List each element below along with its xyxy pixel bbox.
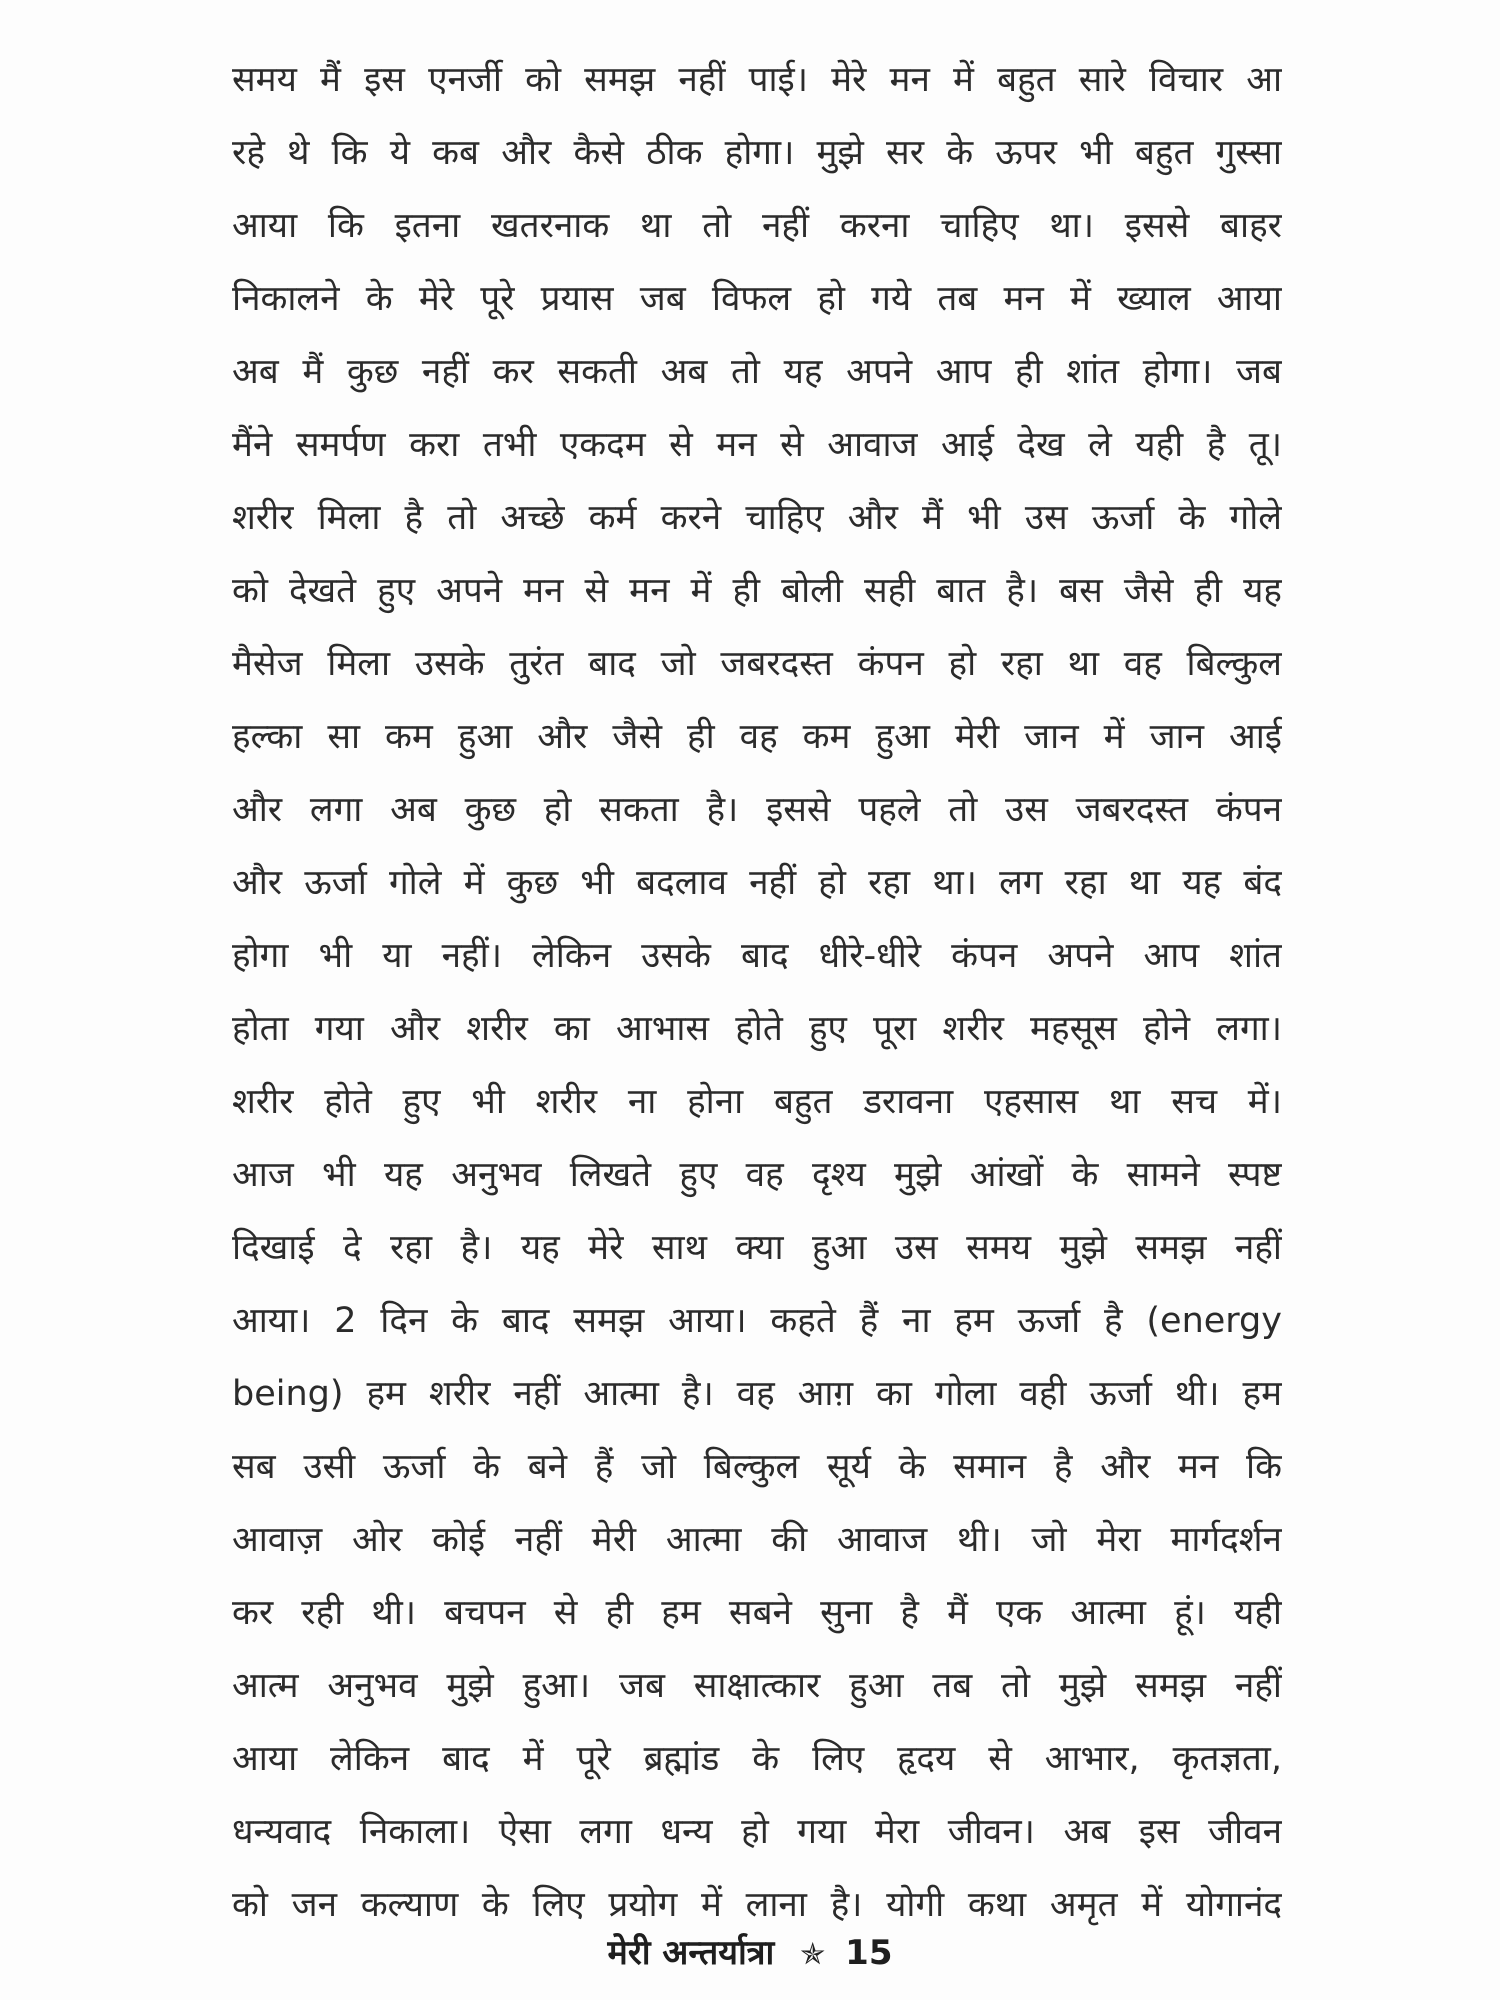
page-number: 15 [845, 1933, 893, 1973]
book-title: मेरी अन्तर्यात्रा [607, 1933, 775, 1973]
text-line: समय मैं इस एनर्जी को समझ नहीं पाई। मेरे मन में बहुत सारे विचार आ [232, 60, 1282, 100]
text-line: आया कि इतना खतरनाक था तो नहीं करना चाहिए था। इससे बाहर [232, 206, 1282, 246]
text-line: और लगा अब कुछ हो सकता है। इससे पहले तो उस जबरदस्त कंपन [232, 790, 1282, 830]
text-line: और ऊर्जा गोले में कुछ भी बदलाव नहीं हो रहा था। लग रहा था यह बंद [232, 863, 1282, 903]
text-line: आया लेकिन बाद में पूरे ब्रह्मांड के लिए हृदय से आभार, कृतज्ञता, [232, 1739, 1282, 1779]
text-line: अब मैं कुछ नहीं कर सकती अब तो यह अपने आप ही शांत होगा। जब [232, 352, 1282, 392]
text-line: आवाज़ ओर कोई नहीं मेरी आत्मा की आवाज थी। जो मेरा मार्गदर्शन [232, 1520, 1282, 1560]
text-line: मैंने समर्पण करा तभी एकदम से मन से आवाज आई देख ले यही है तू। [232, 425, 1282, 465]
text-line: being) हम शरीर नहीं आत्मा है। वह आग़ का गोला वही ऊर्जा थी। हम [232, 1374, 1282, 1414]
text-line: आया। 2 दिन के बाद समझ आया। कहते हैं ना हम ऊर्जा है (energy [232, 1301, 1282, 1341]
text-line: होता गया और शरीर का आभास होते हुए पूरा शरीर महसूस होने लगा। [232, 1009, 1282, 1049]
text-line: दिखाई दे रहा है। यह मेरे साथ क्या हुआ उस समय मुझे समझ नहीं [232, 1228, 1282, 1268]
text-line: होगा भी या नहीं। लेकिन उसके बाद धीरे-धीरे कंपन अपने आप शांत [232, 936, 1282, 976]
text-line: कर रही थी। बचपन से ही हम सबने सुना है मैं एक आत्मा हूं। यही [232, 1593, 1282, 1633]
text-line: हल्का सा कम हुआ और जैसे ही वह कम हुआ मेरी जान में जान आई [232, 717, 1282, 757]
text-line: को देखते हुए अपने मन से मन में ही बोली सही बात है। बस जैसे ही यह [232, 571, 1282, 611]
text-line: मैसेज मिला उसके तुरंत बाद जो जबरदस्त कंपन हो रहा था वह बिल्कुल [232, 644, 1282, 684]
text-line: शरीर होते हुए भी शरीर ना होना बहुत डरावना एहसास था सच में। [232, 1082, 1282, 1122]
body-text [232, 44, 1282, 1942]
text-line: आज भी यह अनुभव लिखते हुए वह दृश्य मुझे आंखों के सामने स्पष्ट [232, 1155, 1282, 1195]
text-line: शरीर मिला है तो अच्छे कर्म करने चाहिए और मैं भी उस ऊर्जा के गोले [232, 498, 1282, 538]
text-line: निकालने के मेरे पूरे प्रयास जब विफल हो गये तब मन में ख्याल आया [232, 279, 1282, 319]
text-line: को जन कल्याण के लिए प्रयोग में लाना है। योगी कथा अमृत में योगानंद [232, 1885, 1282, 1925]
text-line: धन्यवाद निकाला। ऐसा लगा धन्य हो गया मेरा जीवन। अब इस जीवन [232, 1812, 1282, 1852]
text-line: आत्म अनुभव मुझे हुआ। जब साक्षात्कार हुआ तब तो मुझे समझ नहीं [232, 1666, 1282, 1706]
text-line: रहे थे कि ये कब और कैसे ठीक होगा। मुझे सर के ऊपर भी बहुत गुस्सा [232, 133, 1282, 173]
page-footer [0, 1928, 1500, 1978]
star-icon: ✯ [800, 1937, 826, 1972]
text-line: सब उसी ऊर्जा के बने हैं जो बिल्कुल सूर्य के समान है और मन कि [232, 1447, 1282, 1487]
